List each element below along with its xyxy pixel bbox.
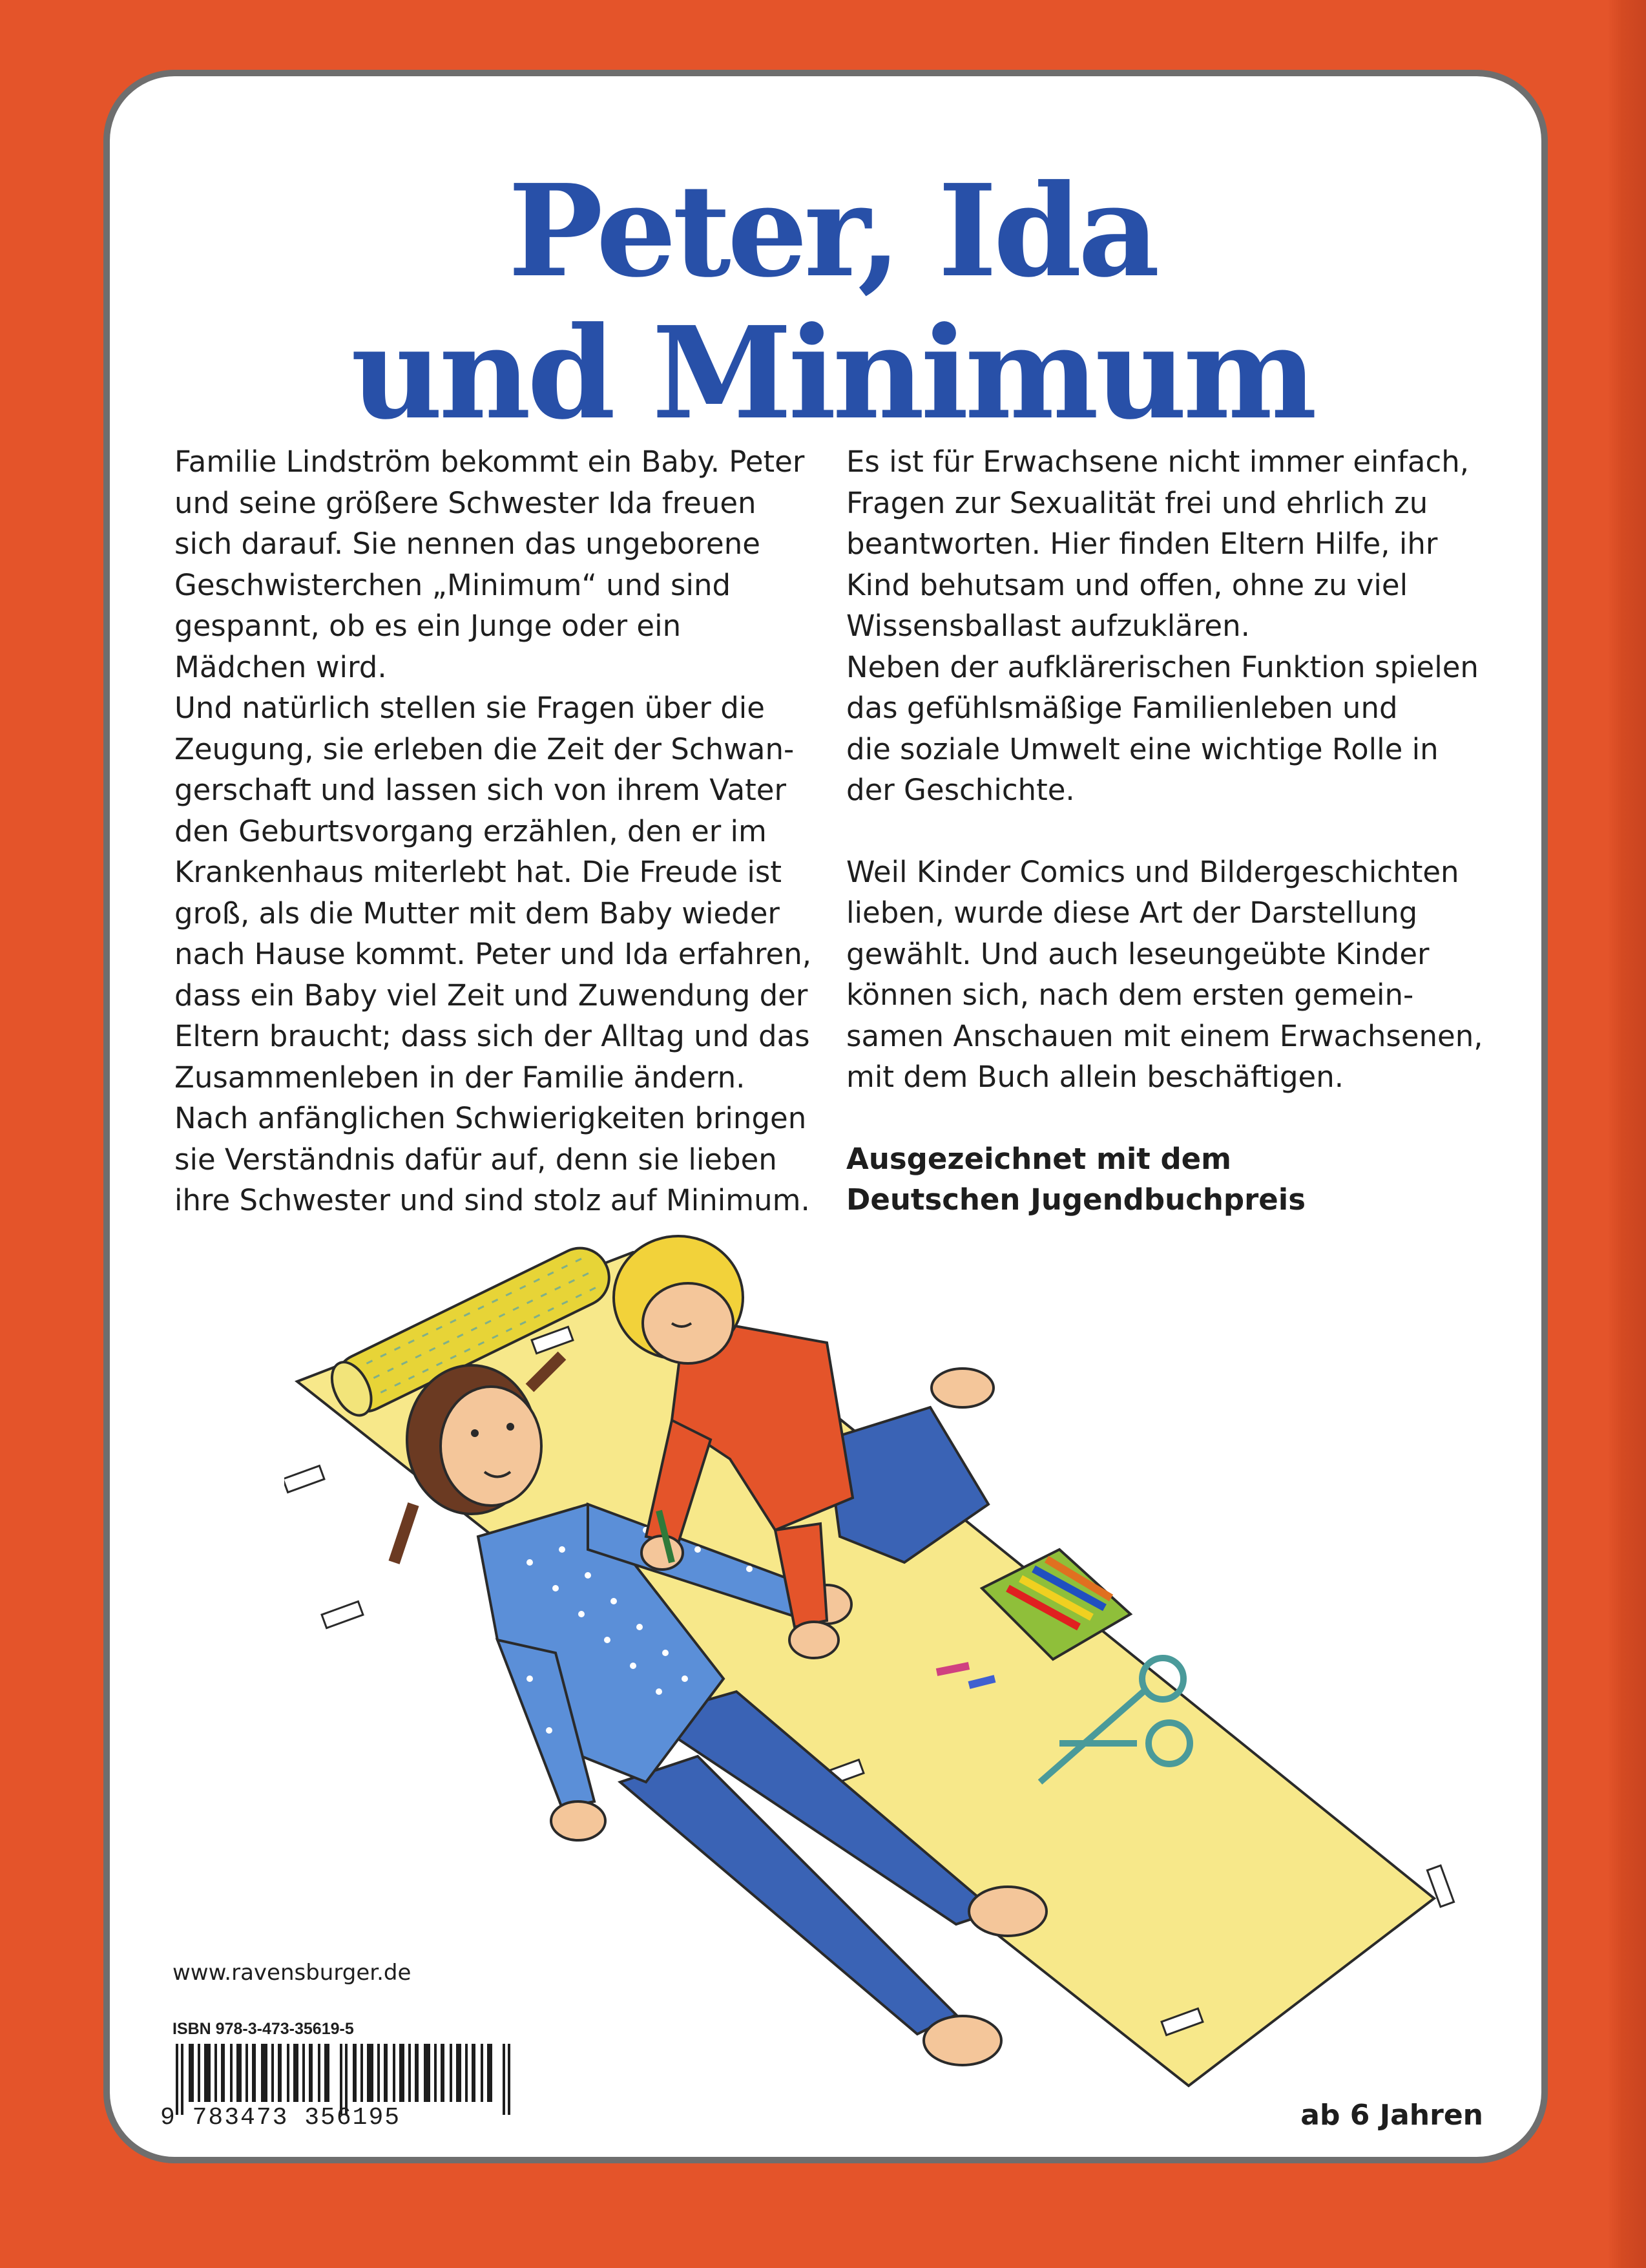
isbn-number: ISBN 978-3-473-35619-5 <box>172 2020 354 2038</box>
blurb-paragraph: Weil Kinder Comics und Bildergeschichten lieben, wurde diese Art der Darstellung gewählt. Und auch leseungeübte Kinder können sich, nach dem ersten gemein- samen Anschauen mit einem Erwachsenen, mit dem Buch allein beschäftigen. <box>846 854 1483 1094</box>
blurb-paragraph: Neben der aufklärerischen Funktion spielen das gefühlsmäßige Familienleben und die soziale Umwelt eine wichtige Rolle in der Geschichte. <box>846 649 1479 807</box>
children-drawing-illustration <box>284 1226 1460 2157</box>
spine-edge <box>1607 0 1646 2268</box>
back-cover-panel <box>103 70 1548 2163</box>
title-line-2: und Minimum <box>351 299 1313 448</box>
blurb-paragraph: Es ist für Erwachsene nicht immer einfach, Fragen zur Sexualität frei und ehrlich zu beantworten. Hier finden Eltern Hilfe, ihr Kind behutsam und offen, ohne zu viel Wissensballast aufzuklären. <box>846 445 1470 643</box>
title-line-1: Peter, Ida <box>508 157 1156 306</box>
award-note: Ausgezeichnet mit dem Deutschen Jugendbuchpreis <box>846 1141 1306 1217</box>
blurb-left-column <box>174 441 911 1221</box>
barcode-digits: 9 783473 356195 <box>160 2104 401 2132</box>
book-title <box>110 157 1548 448</box>
publisher-website: www.ravensburger.de <box>172 1960 412 1986</box>
blurb-paragraph: Familie Lindström bekommt ein Baby. Peter und seine größere Schwester Ida freuen sich darauf. Sie nennen das ungeborene Geschwisterchen „Minimum“ und sind gespannt, ob es ein Junge oder ein Mädchen wird. <box>174 445 805 684</box>
age-recommendation: ab 6 Jahren <box>1300 2099 1483 2132</box>
blurb-paragraph: Und natürlich stellen sie Fragen über die Zeugung, sie erleben die Zeit der Schwan- gerschaft und lassen sich von ihrem Vater den Geburtsvorgang erzählen, den er im Krankenhaus miterlebt hat. Die Freude ist groß, als die Mutter mit dem Baby wieder nach Hause kommt. Peter und Ida erfahren, dass ein Baby viel Zeit und Zuwendung der Eltern braucht; dass sich der Alltag und das Zusammenleben in der Familie ändern. Nach anfänglichen Schwierigkeiten bringen sie Verständnis dafür auf, denn sie lieben ihre Schwester und sind stolz auf Minimum. <box>174 691 812 1217</box>
blurb-right-column <box>846 441 1544 1221</box>
